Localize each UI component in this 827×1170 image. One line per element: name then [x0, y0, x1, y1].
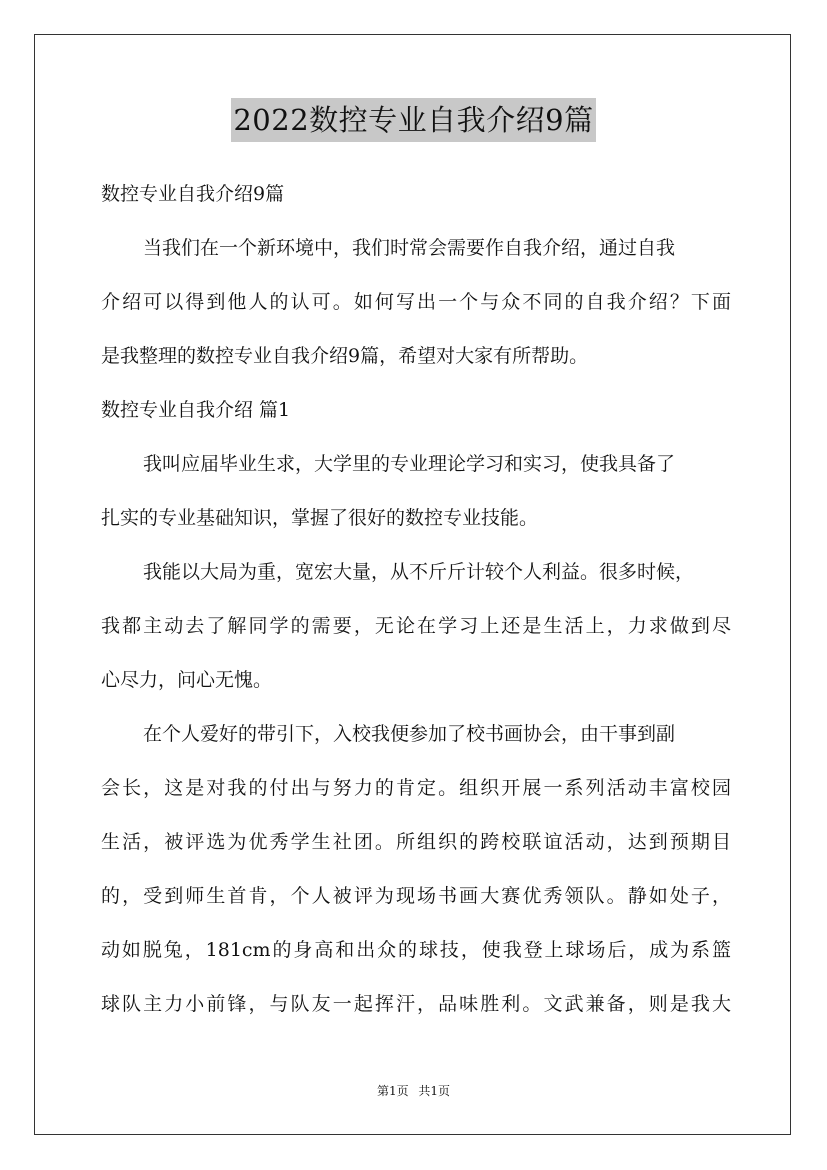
paragraph-line: 介绍可以得到他人的认可。如何写出一个与众不同的自我介绍？下面	[101, 291, 731, 313]
paragraph-line: 球队主力小前锋，与队友一起挥汗，品味胜利。文武兼备，则是我大	[101, 993, 731, 1015]
paragraph-line: 的，受到师生首肯，个人被评为现场书画大赛优秀领队。静如处子，	[101, 885, 731, 907]
page-number: 第1页	[376, 1084, 409, 1098]
paragraph-line: 我叫应届毕业生求，大学里的专业理论学习和实习，使我具备了	[143, 453, 676, 475]
document-title: 2022数控专业自我介绍9篇	[231, 98, 595, 142]
section-heading: 数控专业自我介绍 篇1	[101, 399, 291, 421]
paragraph-line: 我能以大局为重，宽宏大量，从不斤斤计较个人利益。很多时候，	[143, 561, 695, 583]
paragraph-line: 我都主动去了解同学的需要，无论在学习上还是生活上，力求做到尽	[101, 615, 731, 637]
paragraph-line: 心尽力，问心无愧。	[101, 669, 273, 691]
subtitle: 数控专业自我介绍9篇	[101, 183, 285, 205]
paragraph-line: 动如脱兔，181cm的身高和出众的球技，使我登上球场后，成为系篮	[101, 939, 731, 961]
paragraph-line: 在个人爱好的带引下，入校我便参加了校书画协会，由干事到副	[143, 723, 676, 745]
paragraph-line: 当我们在一个新环境中，我们时常会需要作自我介绍，通过自我	[143, 237, 676, 259]
title-container	[0, 98, 827, 142]
paragraph-line: 是我整理的数控专业自我介绍9篇，希望对大家有所帮助。	[101, 345, 589, 367]
page-footer	[0, 1082, 827, 1099]
paragraph-line: 会长，这是对我的付出与努力的肯定。组织开展一系列活动丰富校园	[101, 777, 731, 799]
paragraph-line: 扎实的专业基础知识，掌握了很好的数控专业技能。	[101, 507, 539, 529]
paragraph-line: 生活，被评选为优秀学生社团。所组织的跨校联谊活动，达到预期目	[101, 831, 731, 853]
page-total: 共1页	[418, 1084, 451, 1098]
